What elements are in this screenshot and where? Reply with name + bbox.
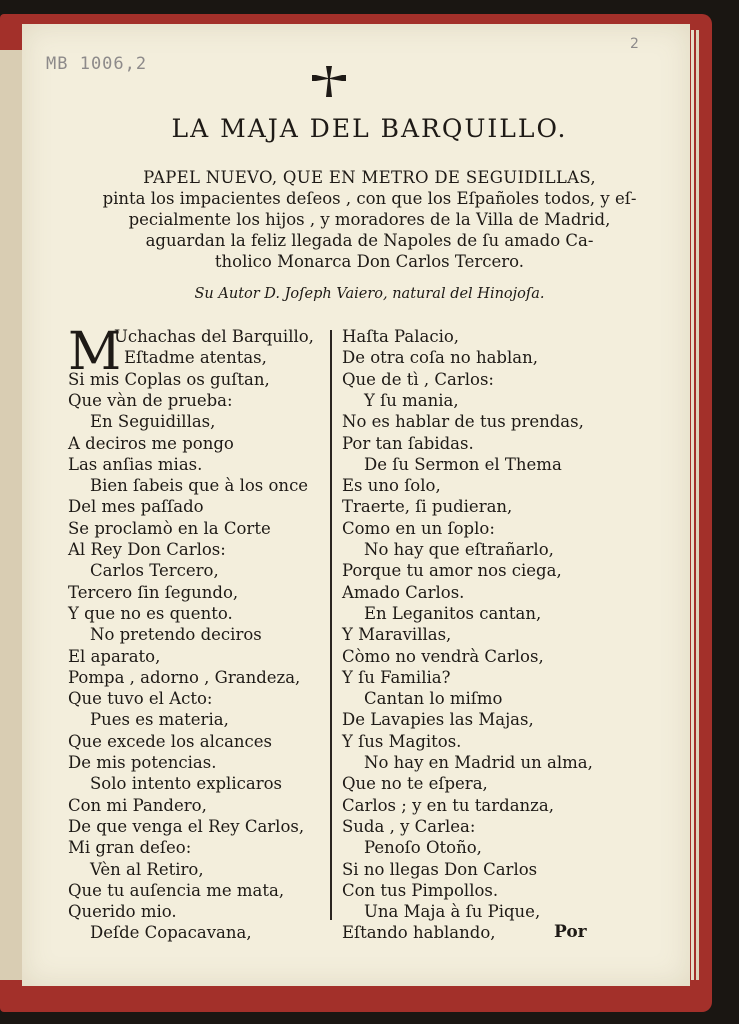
- verse-line: No hay en Madrid un alma,: [364, 753, 593, 772]
- verse-line: Si no llegas Don Carlos: [342, 859, 538, 879]
- subtitle-line: aguardan la feliz llegada de Napoles de ſu amado Ca-: [145, 231, 594, 250]
- verse-line: Suda , y Carlea:: [342, 816, 476, 836]
- verse-line: Pues es materia,: [90, 710, 229, 730]
- verse-line: Carlos Tercero,: [90, 561, 219, 581]
- page-number-annotation: 2: [630, 36, 639, 52]
- verse-line: Y ſus Magitos.: [342, 731, 462, 751]
- verse-line: Y ſu mania,: [364, 390, 459, 410]
- verse-line: Amado Carlos.: [342, 582, 465, 602]
- verse-line: Si mis Coplas os guſtan,: [68, 369, 270, 389]
- verse-line: Pompa , adorno , Grandeza,: [68, 667, 301, 687]
- verse-line: Del mes paſſado: [68, 497, 204, 517]
- column-rule: [330, 330, 332, 920]
- verse-line: En Leganitos cantan,: [364, 603, 542, 623]
- drop-cap: M: [68, 322, 122, 382]
- verse-line: Que no te eſpera,: [342, 774, 488, 794]
- verse-line: No hay que eſtrañarlo,: [364, 540, 554, 559]
- verse-line: Y Maravillas,: [342, 625, 452, 645]
- verse-line: Penoſo Otoño,: [364, 838, 482, 858]
- verse-line: Haſta Palacio,: [342, 327, 460, 346]
- verse-line: Vèn al Retiro,: [90, 859, 204, 879]
- verse-line: Còmo no vendrà Carlos,: [342, 646, 544, 666]
- verse-line: Al Rey Don Carlos:: [68, 540, 226, 559]
- verse-line: Por tan ſabidas.: [342, 433, 474, 453]
- verse-line: Y ſu Familia?: [342, 667, 451, 687]
- subtitle-line: pinta los impacientes deſeos , con que los Eſpañoles todos, y eſ-: [102, 189, 637, 208]
- verse-line: Bien ſabeis que à los once: [90, 476, 309, 496]
- verse-line: Y que no es quento.: [68, 603, 233, 623]
- subtitle-line: tholico Monarca Don Carlos Tercero.: [214, 252, 525, 271]
- verse-line: Mi gran deſeo:: [68, 838, 192, 858]
- page-title: LA MAJA DEL BARQUILLO.: [171, 114, 568, 143]
- verse-line: Que vàn de prueba:: [68, 390, 233, 410]
- verse-line: Se proclamò en la Corte: [68, 518, 271, 538]
- verse-line: Eſtadme atentas,: [124, 348, 267, 368]
- verse-line: No pretendo deciros: [90, 625, 262, 645]
- verse-line: Como en un ſoplo:: [342, 518, 495, 538]
- verse-line: Que de tì , Carlos:: [342, 369, 494, 389]
- verse-line: De Lavapies las Majas,: [342, 710, 534, 730]
- verse-line: Que tu auſencia me mata,: [68, 880, 285, 900]
- verse-line: Una Maja à ſu Pique,: [364, 902, 541, 922]
- verse-line: De ſu Sermon el Thema: [364, 454, 562, 474]
- verse-line: Cantan lo miſmo: [364, 689, 503, 709]
- verse-line: Eſtando hablando,: [342, 923, 496, 943]
- shelfmark-annotation: MB 1006,2: [46, 54, 148, 74]
- verse-line: Con mi Pandero,: [68, 795, 207, 815]
- verse-line: A deciros me pongo: [68, 433, 234, 453]
- verse-line: De que venga el Rey Carlos,: [68, 816, 305, 836]
- verse-line: El aparato,: [68, 646, 161, 666]
- verse-line: Tercero ſin ſegundo,: [68, 582, 239, 602]
- verse-line: De otra coſa no hablan,: [342, 348, 538, 368]
- verse-line: Que tuvo el Acto:: [68, 689, 213, 709]
- verse-line: Es uno ſolo,: [342, 476, 441, 496]
- verse-line: Las anſias mias.: [68, 454, 203, 474]
- verse-line: Con tus Pimpollos.: [342, 880, 499, 900]
- verse-line: Solo intento explicaros: [90, 774, 282, 794]
- verse-line: En Seguidillas,: [90, 412, 216, 432]
- verse-line: Deſde Copacavana,: [90, 923, 252, 943]
- subtitle-line: PAPEL NUEVO, QUE EN METRO DE SEGUIDILLAS,: [143, 168, 596, 187]
- author-line: Su Autor D. Joſeph Vaiero, natural del Hinojoſa.: [194, 286, 545, 302]
- cross-pattee-icon: [310, 64, 348, 102]
- verse-line: Carlos ; y en tu tardanza,: [342, 795, 554, 815]
- verse-line: Querido mio.: [68, 902, 177, 922]
- verse-line: De mis potencias.: [68, 753, 217, 772]
- verse-line: Que excede los alcances: [68, 731, 273, 751]
- subtitle-line: pecialmente los hijos , y moradores de la Villa de Madrid,: [128, 210, 611, 229]
- verse-line: Porque tu amor nos ciega,: [342, 561, 562, 581]
- verse-line: No es hablar de tus prendas,: [342, 412, 584, 432]
- verse-line: Traerte, ſi pudieran,: [342, 497, 513, 517]
- verse-line: Uchachas del Barquillo,: [114, 327, 314, 346]
- catchword: Por: [554, 922, 587, 942]
